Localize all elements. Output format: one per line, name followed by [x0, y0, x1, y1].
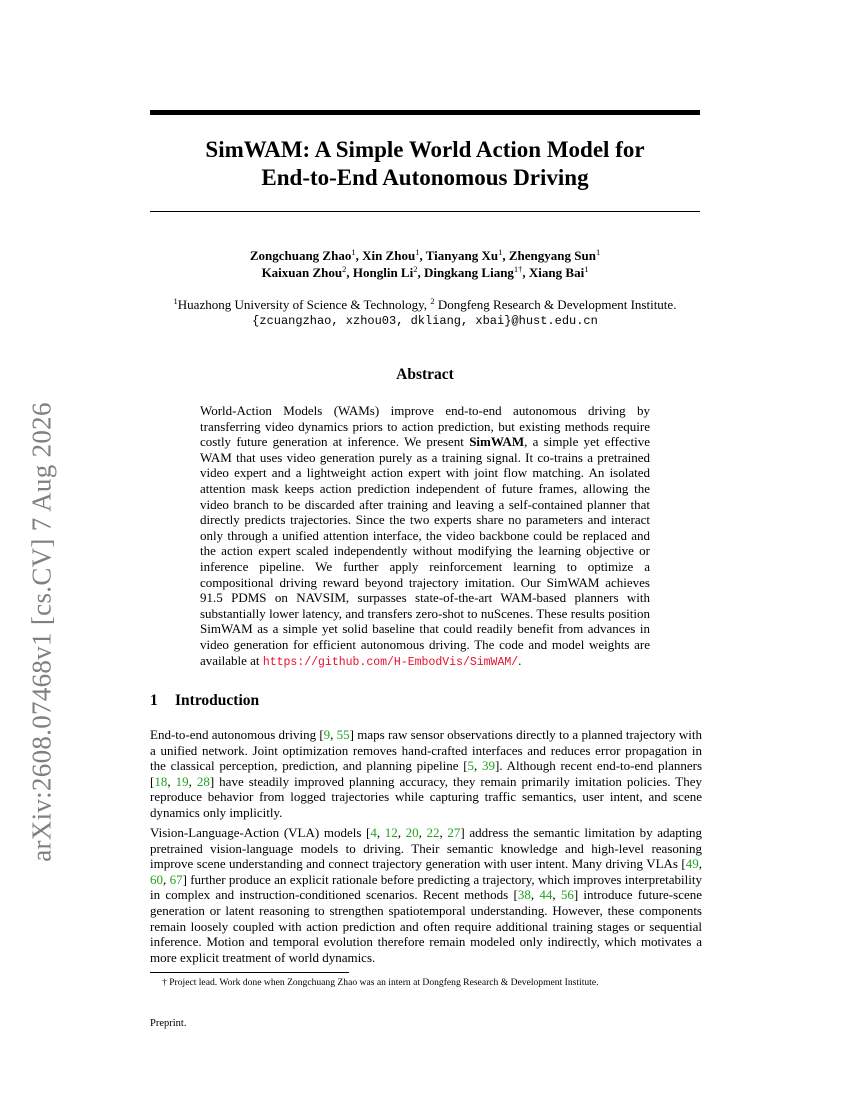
author-affiliation-mark: 1	[415, 247, 420, 257]
citation-link[interactable]: 4	[370, 825, 377, 840]
title-line-2: End-to-End Autonomous Driving	[261, 165, 589, 190]
citation-link[interactable]: 67	[169, 871, 183, 887]
author-name: Zongchuang Zhao	[249, 248, 352, 263]
citation-link[interactable]: 55	[336, 727, 350, 742]
citation-link[interactable]: 12	[384, 825, 398, 840]
paragraph-text: ,	[188, 773, 197, 789]
citation-link[interactable]: 5	[467, 758, 475, 774]
author-separator: ,	[417, 265, 424, 280]
affiliation-2: Dongfeng Research & Development Institute.	[434, 297, 677, 312]
citation-link[interactable]: 27	[447, 825, 461, 840]
paragraph-text: Vision-Language-Action (VLA) models [	[150, 825, 371, 840]
citation-link[interactable]: 49	[685, 856, 699, 872]
section-heading	[150, 692, 259, 710]
paragraph-text: ,	[698, 856, 702, 872]
affiliations	[150, 296, 700, 330]
paragraph-text: ] address the semantic limitation by adapting pretrained vision-language models to driving. Their semantic knowledge and high-level reasoning improve scene understanding and connect trajectory generation with user intent. Many driving VLAs [	[150, 825, 702, 872]
paragraph-text: ]. Although recent end-to-end planners [	[150, 758, 703, 789]
footnote-rule	[150, 972, 349, 973]
citation-link[interactable]: 56	[560, 887, 574, 903]
affiliation-line	[150, 296, 700, 313]
paragraph-text: ,	[552, 887, 561, 903]
citation-link[interactable]: 28	[196, 773, 210, 789]
footnote: † Project lead. Work done when Zongchuang Zhao was an intern at Dongfeng Research & Development Institute.	[162, 977, 599, 988]
paragraph-text: ] introduce future-scene generation or latent reasoning to strengthen spatiotemporal understanding. However, these components remain loosely coupled with action prediction and often require additional training stages or sequential inference. Motion and temporal evolution therefore remain modeled only indirectly, which motivates a more explicit treatment of world dynamics.	[150, 887, 703, 965]
paragraph-text: ,	[397, 825, 406, 840]
abstract-heading: Abstract	[396, 366, 454, 383]
abstract-method-name: SimWAM	[469, 434, 525, 450]
author-line-1	[150, 247, 700, 264]
citation-link[interactable]: 60	[150, 871, 163, 887]
author-affiliation-mark: 1	[351, 247, 356, 257]
author-emails: {zcuangzhao, xzhou03, dkliang, xbai}@hust.edu.cn	[252, 314, 598, 328]
title-bottom-rule	[150, 211, 700, 212]
code-link[interactable]: https://github.com/H-EmbodVis/SimWAM/	[262, 655, 519, 669]
intro-paragraph-1	[150, 727, 702, 821]
author-name: Kaixuan Zhou	[261, 265, 343, 280]
section-number: 1	[150, 692, 158, 709]
citation-link[interactable]: 18	[154, 773, 168, 789]
author-separator: ,	[419, 248, 426, 263]
paragraph-text: ,	[163, 871, 170, 887]
paragraph-text: ] have steadily improved planning accuracy, they remain primarily imitation policies. They reproduce behavior from logged trajectories while capturing traffic semantics, user intent, and scene dynamics only implicitly.	[150, 773, 702, 820]
citation-link[interactable]: 44	[539, 887, 553, 903]
paragraph-text: ,	[418, 825, 427, 840]
author-separator: ,	[522, 265, 529, 280]
title-line-1: SimWAM: A Simple World Action Model for	[205, 137, 645, 162]
author-affiliation-mark: 1	[584, 264, 589, 274]
affiliation-mark: 1	[173, 296, 178, 306]
preprint-label: Preprint.	[150, 1018, 187, 1029]
abstract-body	[200, 403, 650, 670]
author-affiliation-mark: 1	[498, 247, 503, 257]
affiliation-1: Huazhong University of Science & Technology,	[177, 297, 431, 312]
author-affiliation-mark: 1†	[513, 264, 523, 274]
paragraph-text: ,	[439, 825, 448, 840]
abstract-text: .	[518, 652, 522, 668]
author-name: Dingkang Liang	[423, 265, 514, 280]
author-separator: ,	[502, 248, 509, 263]
author-name: Xin Zhou	[362, 248, 416, 263]
citation-link[interactable]: 22	[426, 825, 440, 840]
author-affiliation-mark: 1	[595, 247, 601, 257]
paragraph-text: End-to-end autonomous driving [	[150, 727, 324, 742]
author-name: Zhengyang Sun	[508, 248, 596, 263]
author-affiliation-mark: 2	[342, 264, 347, 274]
citation-link[interactable]: 20	[405, 825, 419, 840]
paper-title	[150, 136, 700, 192]
paragraph-text: ,	[474, 758, 483, 774]
author-list	[150, 247, 700, 281]
arxiv-side-stamp: arXiv:2608.07468v1 [cs.CV] 7 Aug 2026	[26, 402, 57, 862]
author-name: Honglin Li	[352, 265, 414, 280]
citation-link[interactable]: 19	[175, 773, 189, 789]
author-separator: ,	[355, 248, 363, 263]
paragraph-text: ] maps raw sensor observations directly to a planned trajectory with a unified network. Joint optimization removes hand-crafted interfaces and reduces error propagation in the classical perception, prediction, and planning pipeline [	[150, 727, 703, 774]
abstract-text: World-Action Models (WAMs) improve end-to-end autonomous driving by transferring video dynamics priors to action prediction, but existing methods require costly future generation at inference. We present	[200, 403, 650, 450]
section-title: Introduction	[175, 692, 260, 709]
citation-link[interactable]: 39	[482, 758, 496, 774]
paragraph-text: ,	[167, 773, 176, 789]
affiliation-mark: 2	[430, 296, 435, 306]
author-name: Xiang Bai	[528, 265, 585, 280]
author-affiliation-mark: 2	[413, 264, 418, 274]
intro-paragraph-2	[150, 825, 702, 965]
paragraph-text: ,	[376, 825, 385, 840]
author-separator: ,	[346, 265, 353, 280]
abstract-text: , a simple yet effective WAM that uses video generation purely as a training signal. It co-trains a pretrained video expert and a lightweight action expert with joint flow matching. An isolated attention mask keeps action prediction independent of future frames, allowing the video branch to be discarded after training and leaving a self-contained planner that directly predicts trajectories. Since the two experts share no parameters and interact only through a unified attention interface, the video backbone could be replaced and the action expert scaled independently without modifying the learning objective or inference pipeline. We further apply reinforcement learning to optimize a compositional driving reward beyond trajectory imitation. Our SimWAM achieves 91.5 PDMS on NAVSIM, surpasses state-of-the-art WAM-based planners with substantially lower latency, and transfers zero-shot to nuScenes. These results position SimWAM as a simple yet solid baseline that could readily benefit from advances in video generation for efficient autonomous driving. The code and model weights are available at	[200, 434, 651, 668]
citation-link[interactable]: 9	[323, 727, 331, 742]
author-line-2	[150, 264, 700, 281]
author-name: Tianyang Xu	[425, 248, 499, 263]
title-top-rule	[150, 110, 700, 115]
paragraph-text: ,	[330, 727, 337, 742]
citation-link[interactable]: 38	[517, 887, 531, 903]
paragraph-text: ,	[530, 887, 540, 903]
paragraph-text: ] further produce an explicit rationale before predicting a trajectory, which improves interpretability in complex and instruction-conditioned scenarios. Recent methods [	[150, 871, 702, 903]
